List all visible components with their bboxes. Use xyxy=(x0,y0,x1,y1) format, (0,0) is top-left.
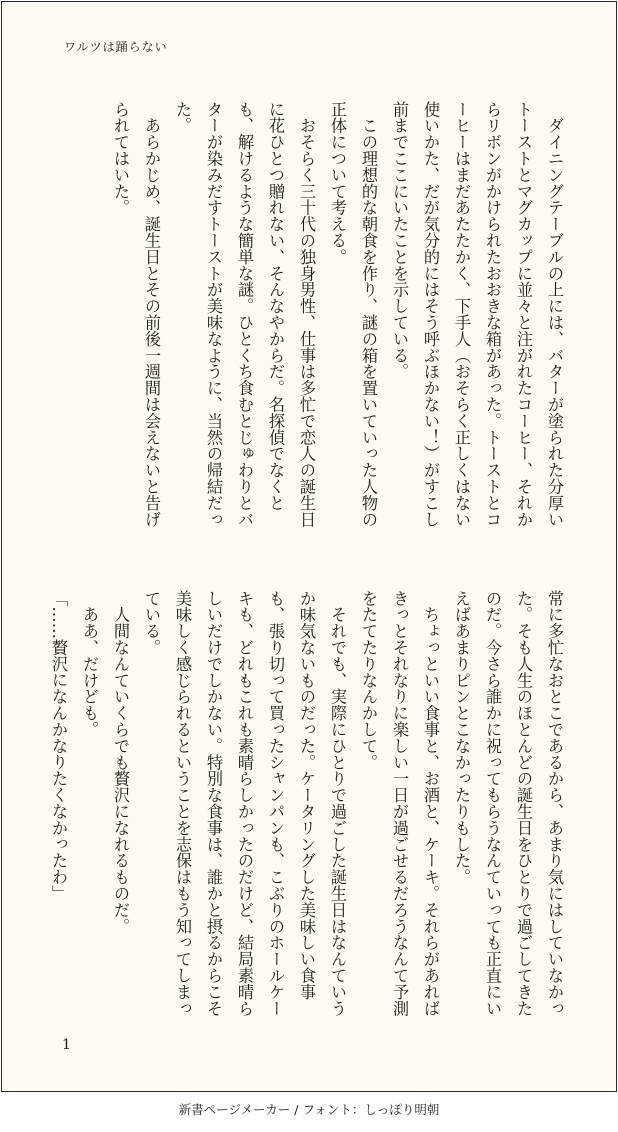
page-number: 1 xyxy=(62,1037,71,1053)
paragraph: ちょっといい食事と、お酒と、ケーキ。それらがあればきっとそれなりに楽しい一日が過ごせるだろうなんて予測をたてたりなんかして。 xyxy=(359,590,440,1017)
paragraph: 人間なんていくらでも贅沢になれるものだ。 xyxy=(111,590,130,935)
paragraph: ああ、だけども。 xyxy=(80,590,99,738)
paragraph: それでも、実際にひとりで過ごした誕生日はなんていうか味気ないものだった。ケータリングした美味しい食事も、張り切って買ったシャンパンも、こぶりのホールケーキも、どれもこれも素晴らしかったのだけど、結局素晴らしいだけでしかない。特別な食事は、誰かと摂るからこそ美味しく感じられるということを志保はもう知ってしまっている。 xyxy=(142,590,347,1017)
paragraph: ダイニングテーブルの上には、バターが塗られた分厚いトーストとマグカップに並々と注がれたコーヒー、それからリボンがかけられたおおきな箱があった。トーストとコーヒーはまだあたたかく、下手人（おそらく正しくはない使いかた、だが気分的にはそう呼ぶほかない！）がすこし前までここにいたことを示している。 xyxy=(390,101,564,528)
paragraph: 「……贅沢になんかなりたくなかったわ」 xyxy=(49,590,68,902)
paragraph: 常に多忙なおとこであるから、あまり気にはしていなかった。そも人生のほとんどの誕生日をひとりで過ごしてきたのだ。今さら誰かに祝ってもらうなんていっても正直にいえばあまりピンとこなかったりもした。 xyxy=(452,590,564,1017)
paragraph: おそらく三十代の独身男性、仕事は多忙で恋人の誕生日に花ひとつ贈れない、そんなやからだ。名探偵でなくとも、解けるような簡単な謎。ひとくち食むとじゅわりとバターが染みだすトーストが美味なように、当然の帰結だった。 xyxy=(173,101,316,528)
paragraph: あらかじめ、誕生日とその前後一週間は会えないと告げられてはいた。 xyxy=(111,101,161,528)
lower-text-block xyxy=(48,590,570,1018)
paragraph: この理想的な朝食を作り、謎の箱を置いていった人物の正体について考える。 xyxy=(328,101,378,528)
running-header-title: ワルツは踊らない xyxy=(64,40,168,54)
book-page xyxy=(1,1,617,1092)
footer-credit: 新書ページメーカー / フォント：しっぽり明朝 xyxy=(178,1102,440,1117)
upper-text-block xyxy=(48,101,570,529)
